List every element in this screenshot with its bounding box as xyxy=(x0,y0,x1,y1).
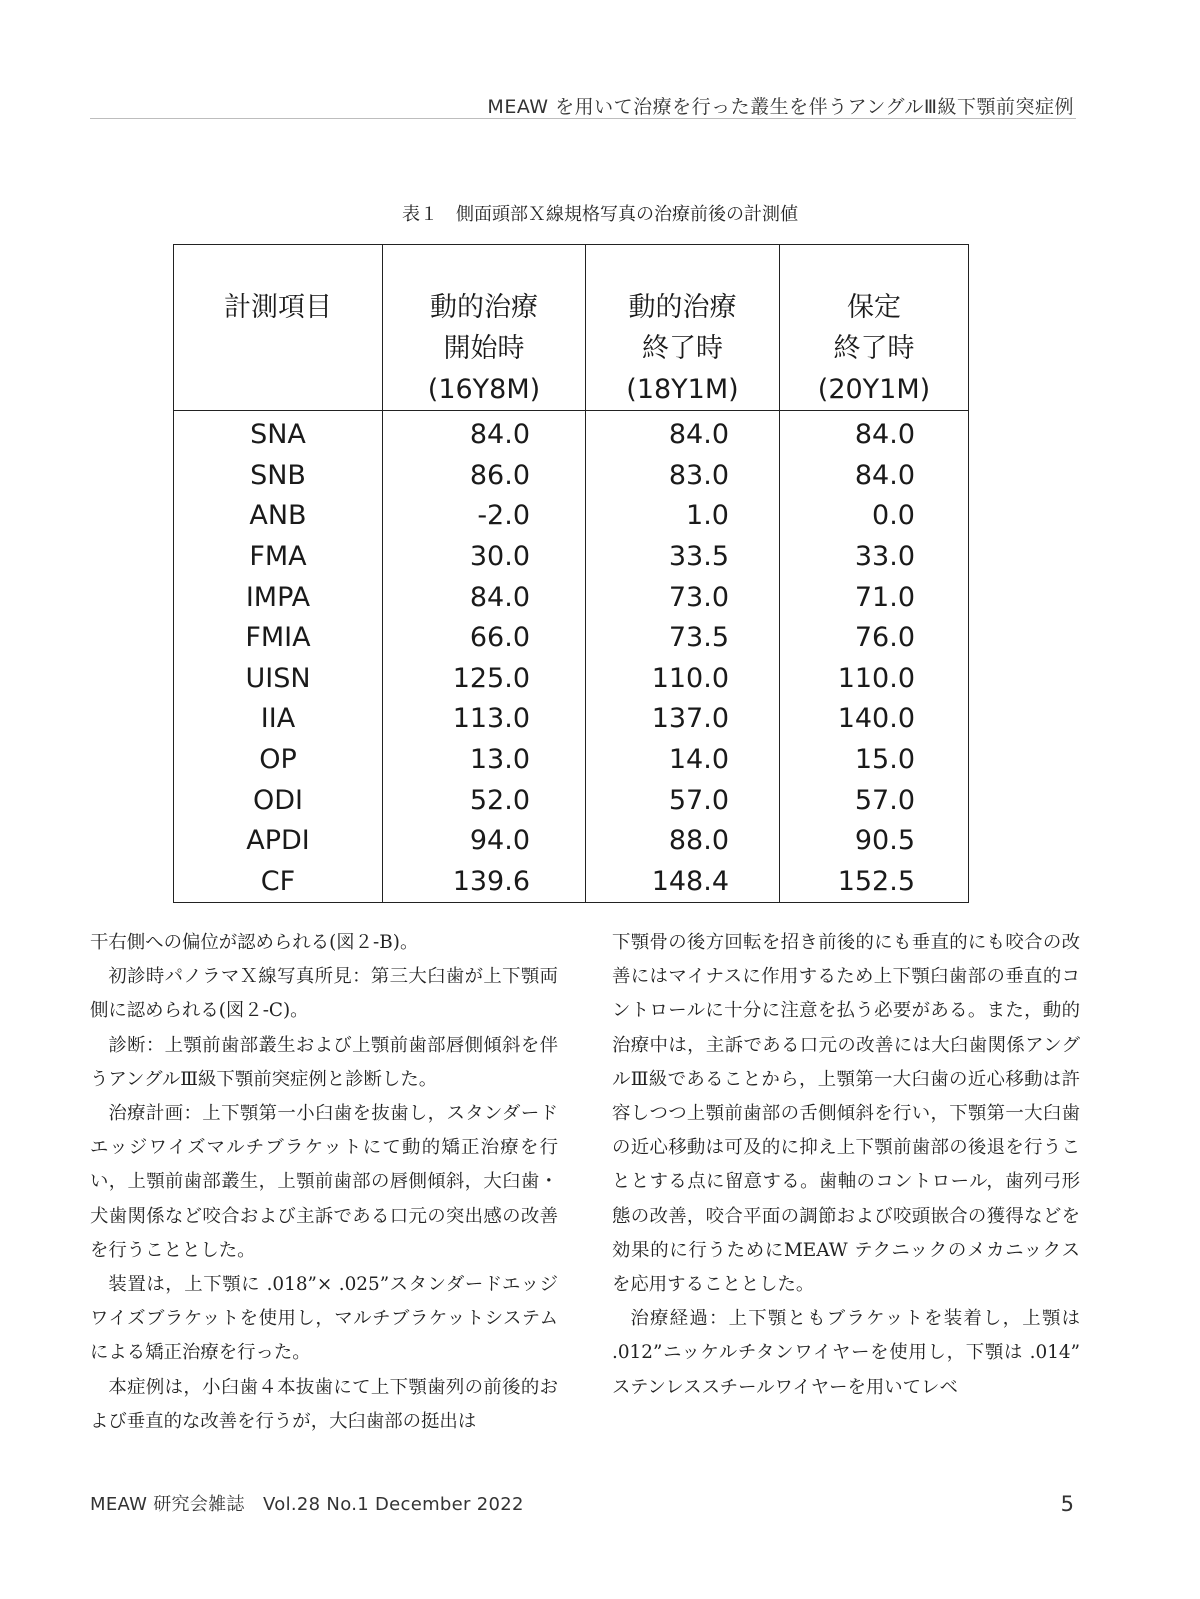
table-row xyxy=(174,780,969,821)
value-cell: 125.0 xyxy=(383,659,586,700)
header-line: 終了時 xyxy=(833,333,915,364)
measure-name-cell: SNB xyxy=(174,456,383,497)
measure-name-cell: APDI xyxy=(174,821,383,862)
body-text-right-column xyxy=(612,926,1080,1405)
header-line: (16Y8M) xyxy=(427,374,541,405)
table-caption: 表１ 側面頭部Ｘ線規格写真の治療前後の計測値 xyxy=(402,204,798,225)
header-line: 計測項目 xyxy=(224,292,332,323)
measure-name-cell: IMPA xyxy=(174,577,383,618)
value-cell: 66.0 xyxy=(383,618,586,659)
header-rule xyxy=(90,118,1076,119)
value-cell: 52.0 xyxy=(383,780,586,821)
paragraph: 治療計画：上下顎第一小臼歯を抜歯し，スタンダードエッジワイズマルチブラケットにて動的矯正治療を行い，上顎前歯部叢生，上顎前歯部の唇側傾斜，大臼歯・犬歯関係など咬合および主訴である口元の突出感の改善を行うこととした。 xyxy=(90,1103,558,1261)
value-cell: 139.6 xyxy=(383,862,586,903)
value-cell: 84.0 xyxy=(854,459,915,491)
value-cell: 73.5 xyxy=(586,618,780,659)
value-cell: 57.0 xyxy=(586,780,780,821)
header-line: 動的治療 xyxy=(430,292,538,323)
value-cell: 140.0 xyxy=(837,703,915,735)
measure-name-cell: CF xyxy=(174,862,383,903)
value-cell: 94.0 xyxy=(383,821,586,862)
measure-name-cell: IIA xyxy=(174,699,383,740)
measurement-table xyxy=(173,244,969,903)
page-number: 5 xyxy=(1060,1492,1074,1516)
header-line: 開始時 xyxy=(443,333,525,364)
measure-name-cell: FMA xyxy=(174,537,383,578)
header-line: (20Y1M) xyxy=(817,374,931,405)
header-line: 動的治療 xyxy=(628,292,737,323)
table-row xyxy=(174,537,969,578)
value-cell: 13.0 xyxy=(383,740,586,781)
table-row xyxy=(174,862,969,903)
value-cell: 86.0 xyxy=(383,456,586,497)
paragraph: 治療経過：上下顎ともブラケットを装着し，上顎は .012”ニッケルチタンワイヤーを使用し，下顎は .014” ステンレススチールワイヤーを用いてレベ xyxy=(612,1308,1080,1398)
measure-name-cell: OP xyxy=(174,740,383,781)
measure-name-cell: ANB xyxy=(174,496,383,537)
header-pre-treatment xyxy=(383,245,586,411)
footer-journal: MEAW 研究会雑誌 Vol.28 No.1 December 2022 xyxy=(90,1494,524,1515)
table-row xyxy=(174,577,969,618)
value-cell: 148.4 xyxy=(586,862,780,903)
value-cell: 88.0 xyxy=(586,821,780,862)
value-cell: 30.0 xyxy=(383,537,586,578)
body-text-left-column xyxy=(90,926,558,1439)
value-cell: 90.5 xyxy=(854,825,915,857)
value-cell: 57.0 xyxy=(854,784,915,816)
value-cell: 83.0 xyxy=(586,456,780,497)
header-post-treatment xyxy=(586,245,780,411)
measure-name-cell: UISN xyxy=(174,659,383,700)
table-row xyxy=(174,411,969,456)
table-header-row xyxy=(174,245,969,411)
paragraph: 本症例は，小臼歯４本抜歯にて上下顎歯列の前後的および垂直的な改善を行うが，大臼歯部の挺出は xyxy=(90,1376,558,1432)
value-cell: 1.0 xyxy=(586,496,780,537)
value-cell: 137.0 xyxy=(586,699,780,740)
paragraph: 干右側への偏位が認められる(図２-B)。 xyxy=(90,932,419,953)
value-cell: 84.0 xyxy=(586,411,780,456)
value-cell: 0.0 xyxy=(872,500,915,532)
measure-name-cell: FMIA xyxy=(174,618,383,659)
value-cell: 14.0 xyxy=(586,740,780,781)
value-cell: -2.0 xyxy=(383,496,586,537)
measure-name-cell: ODI xyxy=(174,780,383,821)
header-line: (18Y1M) xyxy=(626,374,739,405)
measure-name-cell: SNA xyxy=(174,411,383,456)
header-item xyxy=(174,245,383,411)
value-cell: 152.5 xyxy=(837,865,915,897)
value-cell: 113.0 xyxy=(383,699,586,740)
value-cell: 33.5 xyxy=(586,537,780,578)
value-cell: 15.0 xyxy=(854,744,915,776)
value-cell: 71.0 xyxy=(854,581,915,613)
paragraph: 初診時パノラマＸ線写真所見：第三大臼歯が上下顎両側に認められる(図２-C)。 xyxy=(90,966,558,1022)
header-line: 保定 xyxy=(847,292,901,323)
table-row xyxy=(174,456,969,497)
table-body xyxy=(174,411,969,903)
table-row xyxy=(174,699,969,740)
value-cell: 84.0 xyxy=(383,577,586,618)
value-cell: 33.0 xyxy=(854,541,915,573)
value-cell: 73.0 xyxy=(586,577,780,618)
header-retention xyxy=(780,245,969,411)
table-row xyxy=(174,618,969,659)
table-row xyxy=(174,740,969,781)
paragraph: 下顎骨の後方回転を招き前後的にも垂直的にも咬合の改善にはマイナスに作用するため上下顎臼歯部の垂直的コントロールに十分に注意を払う必要がある。また，動的治療中は，主訴である口元の改善には大臼歯関係アングルⅢ級であることから，上顎第一大臼歯の近心移動は許容しつつ上顎前歯部の舌側傾斜を行い，下顎第一大臼歯の近心移動は可及的に抑え上下顎前歯部の後退を行うこととする点に留意する。歯軸のコントロール，歯列弓形態の改善，咬合平面の調節および咬頭嵌合の獲得などを効果的に行うためにMEAW テクニックのメカニックスを応用することとした。 xyxy=(612,932,1080,1296)
value-cell: 76.0 xyxy=(854,622,915,654)
table-row xyxy=(174,821,969,862)
paragraph: 診断：上顎前歯部叢生および上顎前歯部唇側傾斜を伴うアングルⅢ級下顎前突症例と診断した。 xyxy=(90,1034,558,1090)
paragraph: 装置は，上下顎に .018”× .025”スタンダードエッジワイズブラケットを使用し，マルチブラケットシステムによる矯正治療を行った。 xyxy=(90,1274,558,1364)
value-cell: 110.0 xyxy=(837,662,915,694)
value-cell: 84.0 xyxy=(854,419,915,451)
value-cell: 110.0 xyxy=(586,659,780,700)
running-head: MEAW を用いて治療を行った叢生を伴うアングルⅢ級下顎前突症例 xyxy=(487,96,1074,118)
table-row xyxy=(174,659,969,700)
value-cell: 84.0 xyxy=(383,411,586,456)
table-row xyxy=(174,496,969,537)
header-line: 終了時 xyxy=(642,333,723,364)
